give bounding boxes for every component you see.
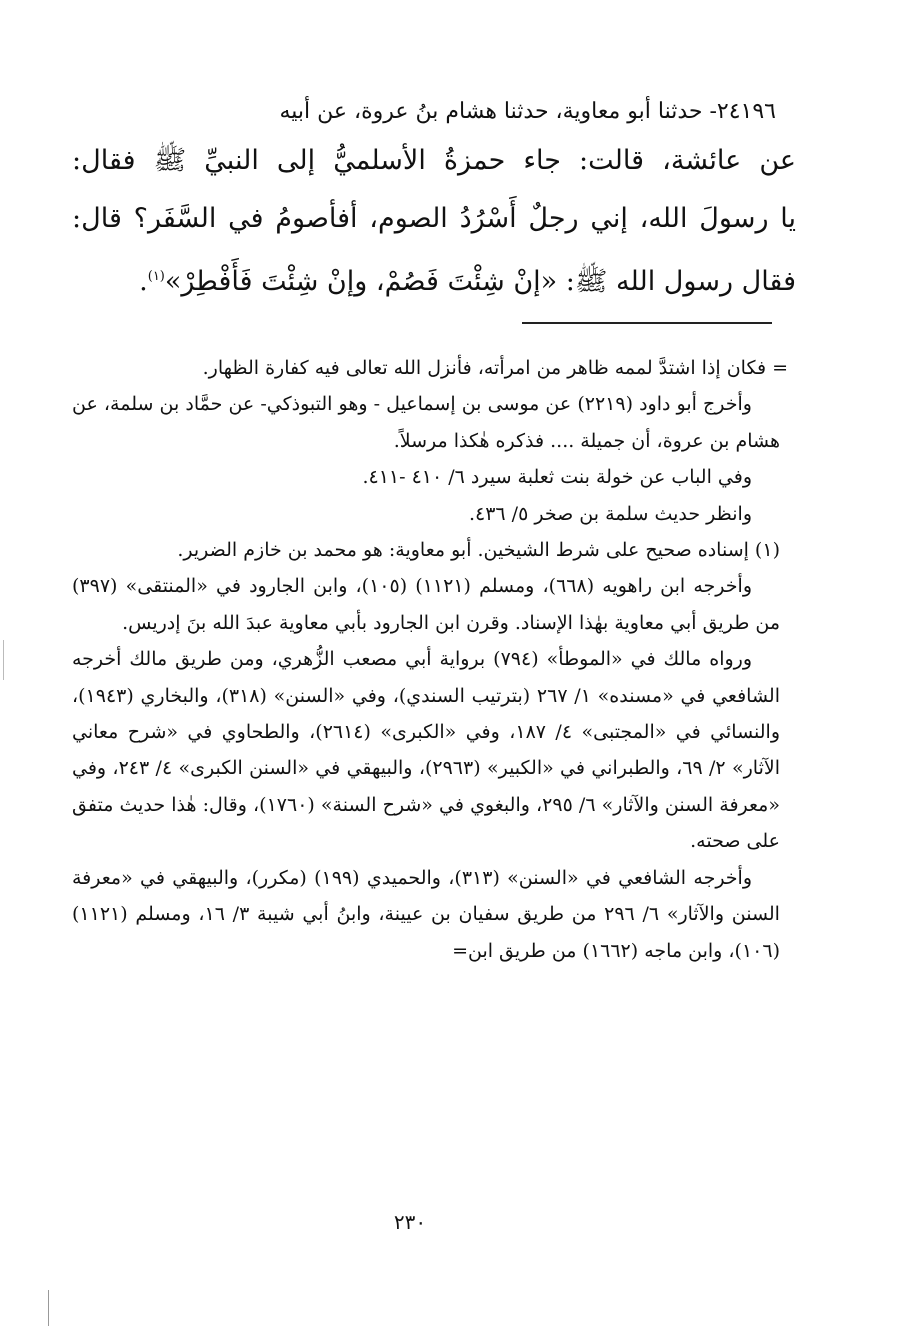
page-number: ٢٣٠ xyxy=(393,1210,427,1234)
footnote-continuation: = فكان إذا اشتدَّ لممه ظاهر من امرأته، فأنزل الله تعالى فيه كفارة الظهار. xyxy=(202,357,788,379)
hadith-end-period: . xyxy=(139,266,148,297)
hadith-isnad-line: ٢٤١٩٦- حدثنا أبو معاوية، حدثنا هشام بنُ عروة، عن أبيه xyxy=(279,99,776,124)
hadith-matn-line-3 xyxy=(72,248,796,311)
scan-artifact-line xyxy=(48,1290,49,1326)
footnote-1: (١) إسناده صحيح على شرط الشيخين. أبو معاوية: هو محمد بن خازم الضرير. xyxy=(177,539,780,562)
footnote-paragraph: وأخرجه الشافعي في «السنن» (٣١٣)، والحميدي (١٩٩) (مكرر)، والبيهقي في «معرفة السنن والآثار» ٦/ ٢٩٦ من طريق سفيان بن عيينة، وابنُ أبي شيبة ٣/ ١٦، ومسلم (١١٢١) (١٠٦)، وابن ماجه (١٦٦٢) من طريق ابن= xyxy=(72,866,780,962)
footnote-paragraph: وأخرجه ابن راهويه (٦٦٨)، ومسلم (١١٢١) (١٠٥)، وابن الجارود في «المنتقى» (٣٩٧) من طريق أبي معاوية بهٰذا الإسناد. وقرن ابن الجارود بأبي معاوية عبدَ الله بنَ إدريس. xyxy=(72,575,780,634)
footnote-paragraph: وفي الباب عن خولة بنت ثعلبة سيرد ٦/ ٤١٠ -٤١١. xyxy=(362,466,752,489)
hadith-matn-line-3-text: فقال رسول الله ﷺ: «إنْ شِئْتَ فَصُمْ، وإنْ شِئْتَ فَأَفْطِرْ» xyxy=(164,266,796,297)
scan-artifact-line xyxy=(3,640,4,680)
footnote-divider xyxy=(522,322,772,324)
footnote-paragraph: وانظر حديث سلمة بن صخر ٥/ ٤٣٦. xyxy=(468,502,752,525)
hadith-matn-line-2: يا رسولَ الله، إني رجلٌ أَسْرُدُ الصوم، أفأصومُ في السَّفَر؟ قال: xyxy=(72,203,796,234)
footnote-paragraph: ورواه مالك في «الموطأ» (٧٩٤) برواية أبي مصعب الزُّهري، ومن طريق مالك أخرجه الشافعي في «مسنده» ١/ ٢٦٧ (بترتيب السندي)، وفي «السنن» (٣١٨)، والبخاري (١٩٤٣)، والنسائي في «المجتبى» ٤/ ١٨٧، وفي «الكبرى» (٢٦١٤)، والطحاوي في «شرح معاني الآثار» ٢/ ٦٩، والطبراني في «الكبير» (٢٩٦٣)، والبيهقي في «السنن الكبرى» ٤/ ٢٤٣، وفي «معرفة السنن والآثار» ٦/ ٢٩٥، والبغوي في «شرح السنة» (١٧٦٠)، وقال: هٰذا حديث متفق على صحته. xyxy=(72,648,780,853)
hadith-text xyxy=(72,92,796,311)
footnote-marker[interactable]: (١) xyxy=(147,269,165,284)
footnote-paragraph: وأخرج أبو داود (٢٢١٩) عن موسى بن إسماعيل - وهو التبوذكي- عن حمَّاد بن سلمة، عن هشام بن عروة، أن جميلة .... فذكره هٰكذا مرسلاً. xyxy=(72,393,780,452)
footnotes-section xyxy=(72,350,788,969)
hadith-matn-line-1: عن عائشة، قالت: جاء حمزةُ الأسلميُّ إلى النبيِّ ﷺ فقال: xyxy=(72,145,796,176)
